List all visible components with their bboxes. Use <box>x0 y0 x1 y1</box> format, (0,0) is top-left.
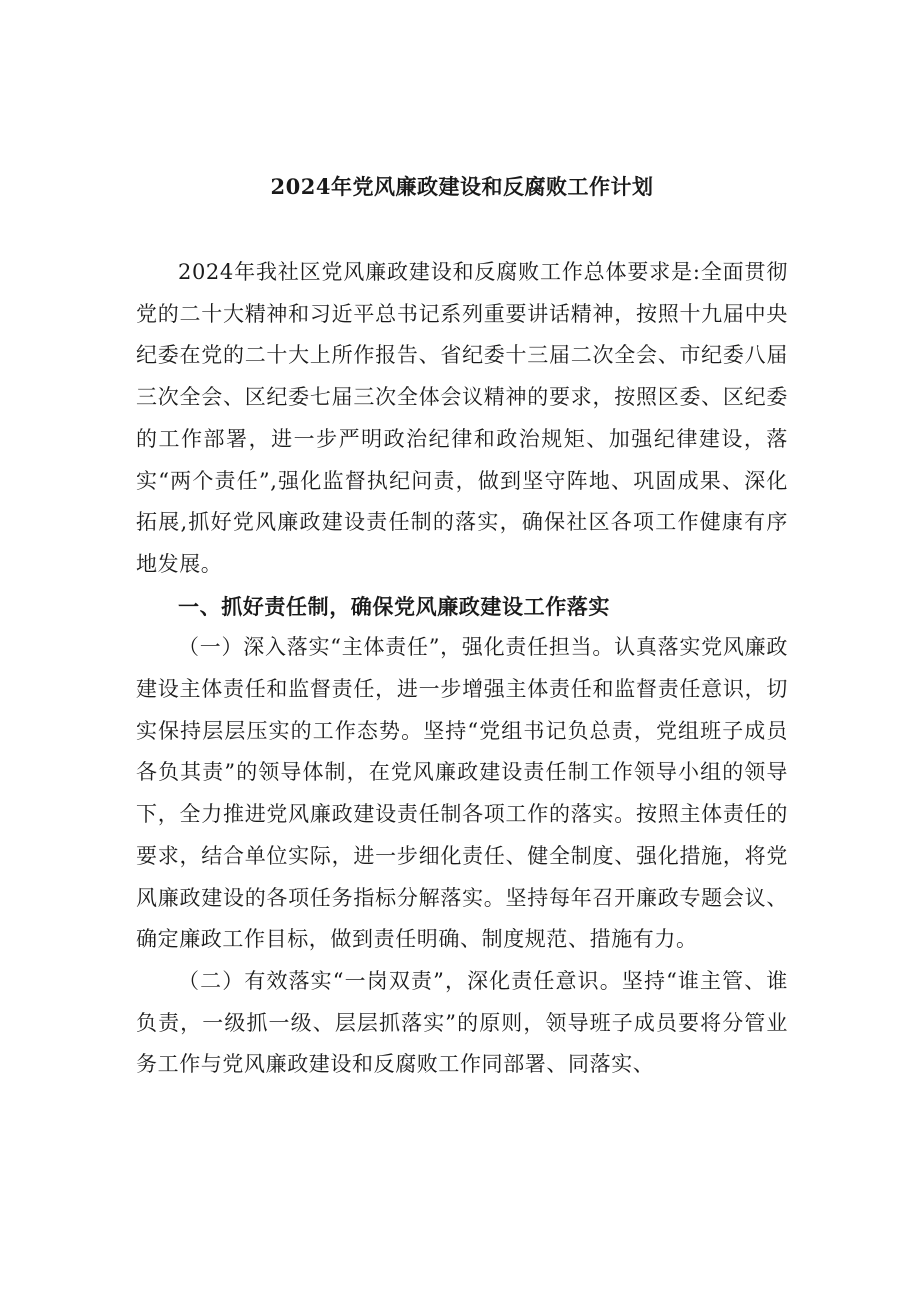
intro-paragraph: 2024年我社区党风廉政建设和反腐败工作总体要求是:全面贯彻党的二十大精神和习近平总书记系列重要讲话精神，按照十九届中央纪委在党的二十大上所作报告、省纪委十三届二次全会、市纪委八届三次全会、区纪委七届三次全体会议精神的要求，按照区委、区纪委的工作部署，进一步严明政治纪律和政治规矩、加强纪律建设，落实“两个责任”,强化监督执纪问责，做到坚守阵地、巩固成果、深化拓展,抓好党风廉政建设责任制的落实，确保社区各项工作健康有序地发展。 <box>136 260 788 576</box>
paragraph-subsection-2: （二）有效落实“一岗双责”，深化责任意识。坚持“谁主管、谁负责，一级抓一级、层层抓落实”的原则，领导班子成员要将分管业务工作与党风廉政建设和反腐败工作同部署、同落实、 <box>136 968 788 1077</box>
paragraph-subsection-1: （一）深入落实“主体责任”，强化责任担当。认真落实党风廉政建设主体责任和监督责任，进一步增强主体责任和监督责任意识，切实保持层层压实的工作态势。坚持“党组书记负总责，党组班子成员各负其责”的领导体制，在党风廉政建设责任制工作领导小组的领导下，全力推进党风廉政建设责任制各项工作的落实。按照主体责任的要求，结合单位实际，进一步细化责任、健全制度、强化措施，将党风廉政建设的各项任务指标分解落实。坚持每年召开廉政专题会议、确定廉政工作目标，做到责任明确、制度规范、措施有力。 <box>136 635 788 952</box>
document-title: 2024年党风廉政建设和反腐败工作计划 <box>270 174 654 199</box>
document-body <box>136 252 788 1086</box>
section-heading-1: 一、抓好责任制，确保党风廉政建设工作落实 <box>178 593 610 619</box>
